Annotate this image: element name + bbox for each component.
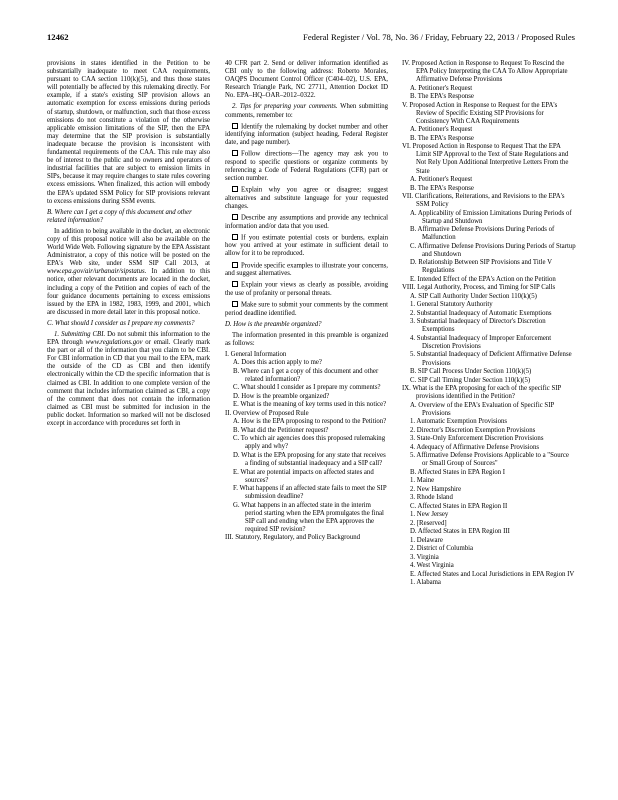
- toc-entry: 3. State-Only Enforcement Discretion Provisions: [410, 435, 544, 443]
- tip-text: Describe any assumptions and provide any technical information and/or data that you used.: [225, 214, 388, 230]
- toc-entry: B. What did the Petitioner request?: [233, 426, 329, 434]
- toc-entry: A. SIP Call Authority Under Section 110(k)(5): [410, 292, 537, 300]
- paragraph-text: or email. Clearly mark the part or all of the information that you claim to be CBI. For CBI information in CD that you mail to the EPA, mark the outside of the CD as CBI and then identify electronically within the CD the specific information that is claimed as CBI. In addition to one complete version of the comment that includes information claimed as CBI, a copy of the comment that does not contain the information claimed as CBI must be submitted for inclusion in the public docket. Information so marked will not be disclosed except in accordance with procedures set forth in: [47, 339, 210, 428]
- paragraph-lead: 1. Submitting CBI.: [54, 331, 106, 338]
- toc-entry: 2. [Reserved]: [410, 519, 447, 527]
- toc-entry: 5. Substantial Inadequacy of Deficient Affirmative Defense Provisions: [410, 351, 572, 367]
- paragraph-text: Do not submit this information to the EPA through: [47, 331, 210, 347]
- page-number: 12462: [47, 32, 69, 42]
- tip-item: [225, 150, 388, 183]
- paragraph: provisions in states identified in the Petition to be substantially inadequate to meet CAA requirements, pursuant to CAA section 110(k)(5), and thus those states will potentially be affected by this rulemaking directly. For example, if a state's existing SIP provision allows an automatic exemption for excess emissions during periods of startup, shutdown, or malfunction, such that those excess emissions do not constitute a violation of the otherwise applicable emission limitations of the SIP, then the EPA may determine that the SIP provision is substantially inadequate because the provision is inconsistent with fundamental requirements of the CAA. This rule may also be of interest to the public and to owners and operators of industrial facilities that are subject to emission limits in SIPs, because it may require changes to state rules covering excess emissions. When finalized, this action will embody the EPA's updated SSM Policy for SIP provisions relevant to excess emissions during SSM events.: [47, 60, 210, 205]
- column-left: [47, 60, 210, 431]
- bullet-box-icon: [232, 301, 238, 307]
- toc-entry: 2. Substantial Inadequacy of Automatic Exemptions: [410, 309, 552, 317]
- toc-entry: B. Affirmative Defense Provisions During Periods of Malfunction: [410, 226, 555, 242]
- toc-entry: G. What happens in an affected state in the interim period starting when the EPA promulgates the final SIP call and ending when the EPA approves the required SIP revision?: [233, 501, 384, 533]
- paragraph-text: In addition to being available in the docket, an electronic copy of this proposal notice will also be available on the World Wide Web. Following signature by the EPA Assistant Administrator, a copy of this notice will be posted on the EPA's Web site, under SSM SIP Call 2013, at: [47, 227, 210, 268]
- toc-entry: D. What is the EPA proposing for any state that receives a finding of substantial inadequacy and a SIP call?: [233, 451, 386, 468]
- toc-entry: A. Does this action apply to me?: [233, 359, 322, 367]
- toc-entry: 2. New Hampshire: [410, 485, 462, 493]
- web-link[interactable]: www.regulations.gov: [85, 339, 143, 347]
- running-head: Federal Register / Vol. 78, No. 36 / Friday, February 22, 2013 / Proposed Rules: [303, 32, 575, 42]
- toc-entry: A. Overview of the EPA's Evaluation of Specific SIP Provisions: [410, 401, 554, 417]
- toc-entry: 1. General Statutory Authority: [410, 301, 493, 309]
- tip-text: Make sure to submit your comments by the comment period deadline identified.: [225, 301, 388, 317]
- tip-text: Identify the rulemaking by docket number and other identifying information (subject heading, Federal Register date, and page number).: [225, 123, 388, 147]
- toc-entry: E. What is the meaning of key terms used in this notice?: [233, 401, 387, 409]
- bullet-box-icon: [232, 123, 238, 129]
- tip-item: [225, 186, 388, 211]
- bullet-box-icon: [232, 262, 238, 268]
- tip-item: [225, 123, 388, 148]
- toc-entry: A. Petitioner's Request: [410, 176, 473, 184]
- table-of-contents-continued: [402, 60, 576, 587]
- toc-entry: C. Affirmative Defense Provisions During Periods of Startup and Shutdown: [410, 242, 576, 258]
- toc-entry: C. SIP Call Timing Under Section 110(k)(5): [410, 376, 531, 384]
- tip-item: [225, 234, 388, 259]
- toc-entry: B. SIP Call Process Under Section 110(k)(5): [410, 368, 532, 376]
- toc-entry: E. Affected States and Local Jurisdictions in EPA Region IV: [410, 570, 575, 578]
- tips-list: [225, 123, 388, 318]
- toc-entry: VI. Proposed Action in Response to Request That the EPA Limit SIP Approval to the Text of State Regulations and Not Rely Upon Additional Interpretive Letters From the State: [402, 143, 569, 175]
- paragraph: [47, 331, 210, 428]
- paragraph-text: In addition to this notice, other relevant documents are located in the docket, including a copy of the Petition and copies of each of the four guidance documents pertaining to excess emissions issued by the EPA in 1982, 1983, 1999, and 2001, which are discussed in more detail later in this proposal notice.: [47, 268, 210, 316]
- toc-entry: IX. What is the EPA proposing for each of the specific SIP provisions identified in the Petition?: [402, 385, 562, 401]
- bullet-box-icon: [232, 281, 238, 287]
- toc-entry: VIII. Legal Authority, Process, and Timing for SIP Calls: [402, 284, 556, 292]
- toc-entry: I. General Information: [225, 350, 287, 358]
- tip-item: [225, 214, 388, 231]
- paragraph: [225, 103, 388, 119]
- bullet-box-icon: [232, 234, 238, 240]
- tip-item: [225, 281, 388, 298]
- bullet-box-icon: [232, 214, 238, 220]
- toc-entry: B. Where can I get a copy of this document and other related information?: [233, 367, 379, 383]
- tip-item: [225, 262, 388, 279]
- toc-entry: VII. Clarifications, Reiterations, and Revisions to the EPA's SSM Policy: [402, 193, 565, 209]
- paragraph-text: When submitting comments, remember to:: [225, 103, 388, 119]
- tip-text: Explain your views as clearly as possible, avoiding the use of profanity or personal threats.: [225, 281, 388, 297]
- toc-entry: 3. Substantial Inadequacy of Director's Discretion Exemptions: [410, 318, 546, 334]
- toc-entry: A. How is the EPA proposing to respond to the Petition?: [233, 418, 387, 426]
- toc-entry: 4. West Virginia: [410, 562, 454, 570]
- toc-entry: C. What should I consider as I prepare my comments?: [233, 384, 381, 392]
- toc-entry: 2. Director's Discretion Exemption Provisions: [410, 426, 536, 434]
- section-heading-d: D. How is the preamble organized?: [225, 320, 322, 328]
- toc-entry: B. The EPA's Response: [410, 134, 474, 142]
- bullet-box-icon: [232, 150, 238, 156]
- toc-entry: D. How is the preamble organized?: [233, 392, 330, 400]
- section-heading-c: C. What should I consider as I prepare my comments?: [47, 319, 195, 327]
- paragraph: The information presented in this preamble is organized as follows:: [225, 331, 388, 347]
- bullet-box-icon: [232, 186, 238, 192]
- toc-entry: B. The EPA's Response: [410, 93, 474, 101]
- column-middle: [225, 60, 388, 543]
- tip-text: Explain why you agree or disagree; suggest alternatives and substitute language for your requested changes.: [225, 186, 388, 210]
- toc-entry: C. To which air agencies does this proposed rulemaking apply and why?: [233, 435, 386, 451]
- toc-entry: A. Petitioner's Request: [410, 126, 473, 134]
- paragraph: [47, 228, 210, 317]
- table-of-contents: [225, 351, 388, 543]
- toc-entry: IV. Proposed Action in Response to Request To Rescind the EPA Policy Interpreting the CAA To Allow Appropriate Affirmative Defense Provisions: [402, 60, 568, 84]
- toc-entry: 3. Rhode Island: [410, 494, 453, 502]
- toc-entry: A. Applicability of Emission Limitations During Periods of Startup and Shutdown: [410, 209, 572, 225]
- web-link[interactable]: www.epa.gov/air/urbanair/sipstatus.: [47, 268, 147, 276]
- toc-entry: V. Proposed Action in Response to Request for the EPA's Review of Specific Existing SIP Provisions for Consistency With CAA Requirements: [402, 101, 558, 125]
- toc-entry: C. Affected States in EPA Region II: [410, 502, 508, 510]
- paragraph-lead: 2. Tips for preparing your comments.: [232, 103, 338, 111]
- toc-entry: 1. New Jersey: [410, 511, 449, 519]
- toc-entry: 5. Affirmative Defense Provisions Applicable to a "Source or Small Group of Sources": [410, 452, 569, 468]
- toc-entry: D. Relationship Between SIP Provisions and Title V Regulations: [410, 259, 552, 275]
- toc-entry: 1. Automatic Exemption Provisions: [410, 418, 508, 426]
- toc-entry: F. What happens if an affected state fails to meet the SIP submission deadline?: [233, 485, 387, 501]
- toc-entry: 2. District of Columbia: [410, 545, 474, 553]
- page-header: [47, 31, 575, 45]
- toc-entry: E. Intended Effect of the EPA's Action on the Petition: [410, 275, 556, 283]
- paragraph: 40 CFR part 2. Send or deliver information identified as CBI only to the following address: Roberto Morales, OAQPS Document Control Officer (C404–02), U.S. EPA, Research Triangle Park, NC 27711, Attention Docket ID No. EPA–HQ–OAR–2012–0322.: [225, 60, 388, 100]
- tip-text: Follow directions—The agency may ask you to respond to specific questions or organize comments by referencing a Code of Federal Regulations (CFR) part or section number.: [225, 150, 388, 183]
- tip-item: [225, 301, 388, 318]
- toc-entry: A. Petitioner's Request: [410, 84, 473, 92]
- toc-entry: B. Affected States in EPA Region I: [410, 468, 505, 476]
- toc-entry: 4. Adequacy of Affirmative Defense Provisions: [410, 443, 539, 451]
- tip-text: If you estimate potential costs or burdens, explain how you arrived at your estimate in sufficient detail to allow for it to be reproduced.: [225, 234, 388, 258]
- toc-entry: 4. Substantial Inadequacy of Improper Enforcement Discretion Provisions: [410, 334, 552, 350]
- toc-entry: D. Affected States in EPA Region III: [410, 528, 510, 536]
- toc-entry: 1. Maine: [410, 477, 435, 485]
- toc-entry: B. The EPA's Response: [410, 184, 474, 192]
- toc-entry: 1. Delaware: [410, 536, 443, 544]
- toc-entry: E. What are potential impacts on affected states and sources?: [233, 468, 374, 484]
- tip-text: Provide specific examples to illustrate your concerns, and suggest alternatives.: [225, 262, 388, 278]
- column-right: [402, 60, 576, 587]
- toc-entry: II. Overview of Proposed Rule: [225, 409, 309, 417]
- section-heading-b: B. Where can I get a copy of this document and other related information?: [47, 208, 192, 224]
- toc-entry: III. Statutory, Regulatory, and Policy Background: [225, 534, 361, 542]
- toc-entry: 3. Virginia: [410, 553, 439, 561]
- toc-entry: 1. Alabama: [410, 579, 441, 586]
